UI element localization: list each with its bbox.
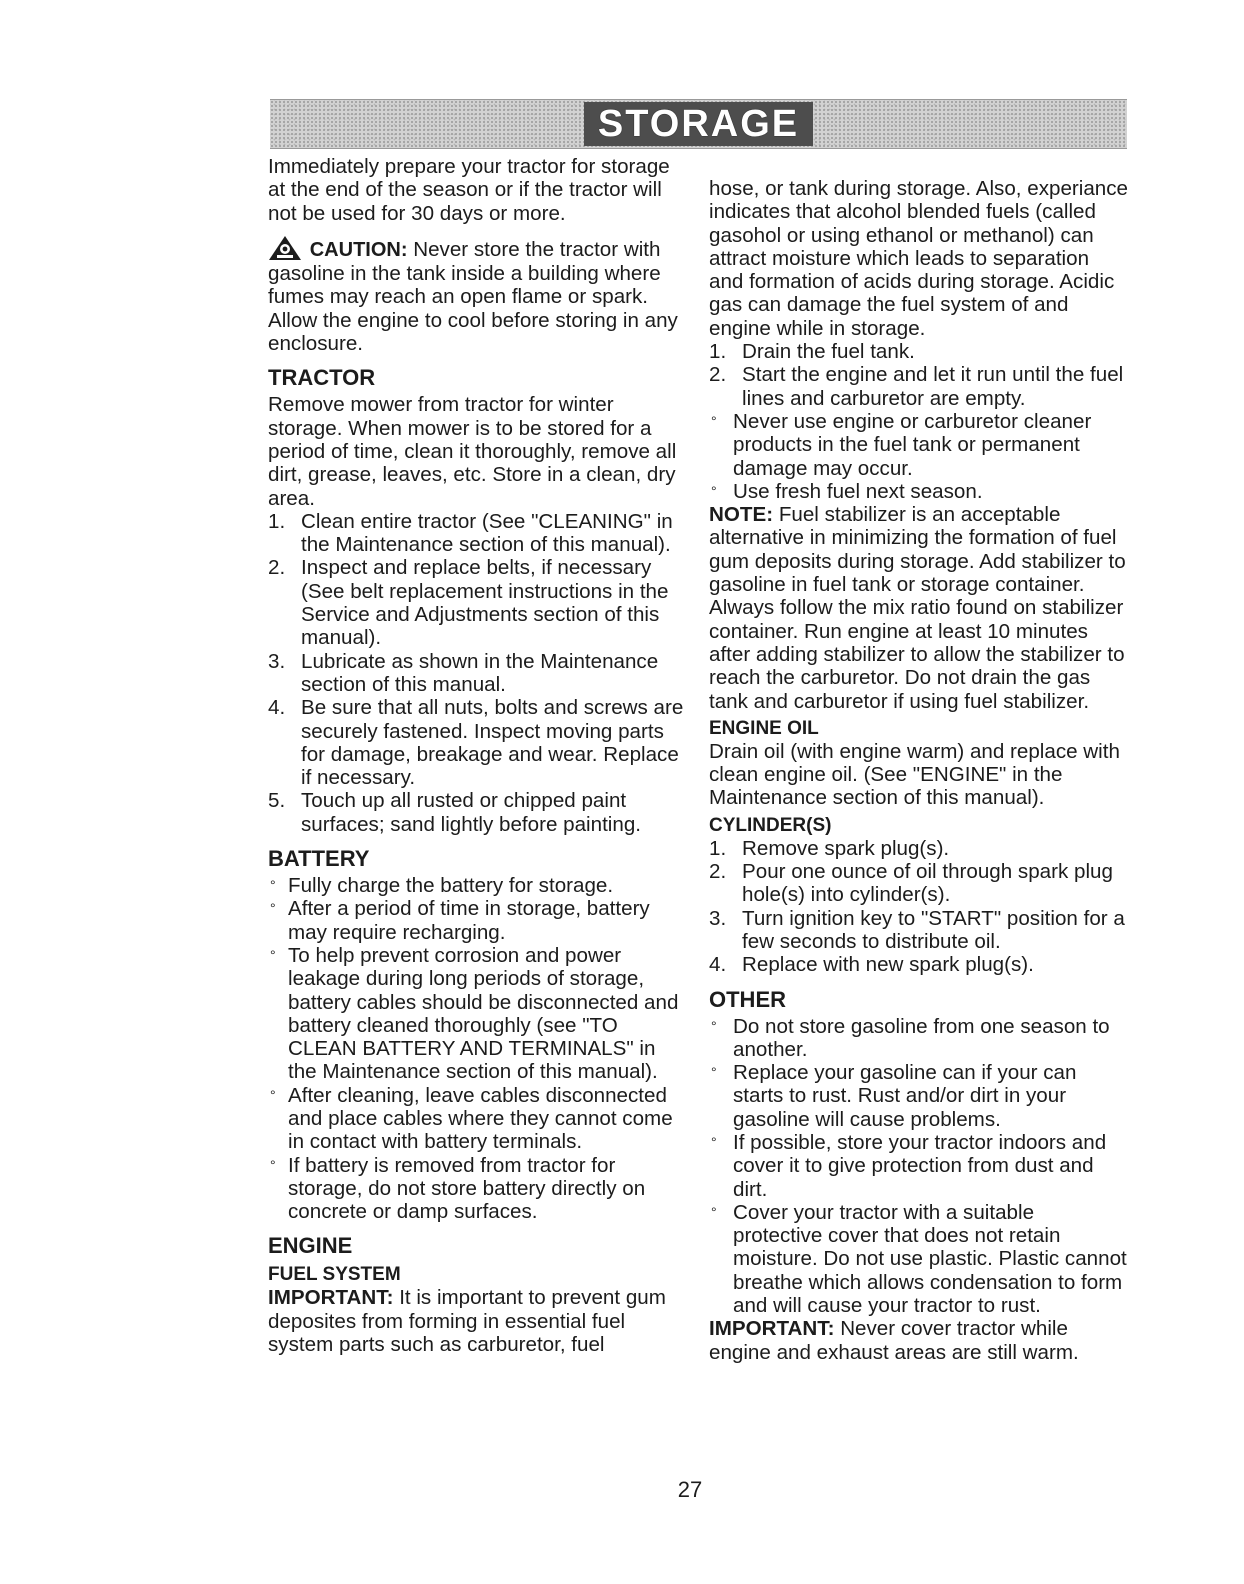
step-number: 3.: [268, 649, 286, 673]
step-number: 3.: [709, 906, 727, 930]
item-text: Fully charge the battery for storage.: [288, 874, 614, 898]
item-text: Replace your gasoline can if your can starts to rust. Rust and/or dirt in your gasoline will cause problems.: [733, 1061, 1077, 1131]
item-text: Cover your tractor with a suitable protective cover that does not retain moisture. Do not use plastic. Plastic cannot breathe which allows condensation to form and will cause your tractor to rust.: [733, 1200, 1127, 1318]
list-item: [268, 874, 684, 897]
list-item: [709, 410, 1129, 480]
fuel-bullets: [709, 410, 1129, 503]
step-text: Replace with new spark plug(s).: [742, 953, 1034, 977]
item-text: After a period of time in storage, battery may require recharging.: [288, 897, 650, 944]
bullet-icon: °: [270, 946, 276, 963]
intro-paragraph: Immediately prepare your tractor for storage at the end of the season or if the tractor will not be used for 30 days or more.: [268, 155, 670, 225]
list-item: [709, 480, 1129, 503]
list-item: [709, 1201, 1129, 1317]
step-number: 1.: [268, 509, 286, 533]
engine-oil-heading: ENGINE OIL: [709, 717, 819, 739]
note-label: NOTE:: [709, 503, 774, 527]
step-number: 4.: [709, 953, 727, 977]
battery-list: [268, 874, 684, 1223]
item-text: If possible, store your tractor indoors and cover it to give protection from dust and dirt.: [733, 1130, 1107, 1201]
list-item: [268, 650, 684, 697]
important-label: IMPORTANT:: [268, 1286, 394, 1310]
bullet-icon: °: [270, 1156, 276, 1173]
fuel-continued-paragraph: hose, or tank during storage. Also, experiance indicates that alcohol blended fuels (called gasohol or using ethanol or methanol) can attract moisture which leads to separation and formation of acids during storage. Acidic gas can damage the fuel system of and engine while in storage.: [709, 177, 1128, 340]
list-item: [268, 556, 684, 649]
step-text: Lubricate as shown in the Maintenance section of this manual.: [301, 649, 659, 696]
list-item: [709, 1061, 1129, 1131]
right-column: [709, 177, 1129, 1364]
bullet-icon: °: [711, 412, 717, 429]
bullet-icon: °: [270, 877, 276, 894]
step-number: 5.: [268, 789, 286, 813]
step-text: Be sure that all nuts, bolts and screws are securely fastened. Inspect moving parts for damage, breakage and wear. Replace if necessary.: [301, 696, 684, 790]
important-text: It is important to prevent gum deposites from forming in essential fuel system parts such as carburetor, fuel: [268, 1286, 666, 1357]
bullet-icon: °: [711, 1064, 717, 1081]
tractor-intro: Remove mower from tractor for winter storage. When mower is to be stored for a period of time, clean it thoroughly, remove all dirt, grease, leaves, etc. Store in a clean, dry area.: [268, 393, 677, 510]
tractor-heading: TRACTOR: [268, 365, 376, 391]
step-number: 4.: [268, 696, 286, 720]
cylinders-heading: CYLINDER(S): [709, 814, 832, 836]
item-text: After cleaning, leave cables disconnected and place cables where they cannot come in contact with battery terminals.: [288, 1083, 673, 1154]
bullet-icon: °: [711, 1133, 717, 1150]
tractor-steps: [268, 510, 684, 836]
step-text: Inspect and replace belts, if necessary (See belt replacement instructions in the Service and Adjustments section of this manual).: [301, 556, 669, 650]
other-important-paragraph: [709, 1317, 1129, 1364]
engine-heading: ENGINE: [268, 1233, 353, 1259]
caution-hazard-icon: [268, 235, 302, 261]
list-item: [268, 944, 684, 1084]
other-list: [709, 1015, 1129, 1318]
battery-heading: BATTERY: [268, 846, 370, 872]
caution-label: CAUTION:: [309, 238, 408, 261]
step-text: Clean entire tractor (See "CLEANING" in the Maintenance section of this manual).: [301, 509, 673, 557]
cylinder-steps: [709, 837, 1129, 977]
list-item: [709, 363, 1129, 410]
item-text: To help prevent corrosion and power leakage during long periods of storage, battery cables should be disconnected and battery cleaned thoroughly (see "TO CLEAN BATTERY AND TERMINALS" in the Maintenance section of this manual).: [288, 943, 679, 1084]
step-text: Start the engine and let it run until the fuel lines and carburetor are empty.: [742, 363, 1124, 410]
other-heading: OTHER: [709, 986, 786, 1012]
list-item: [709, 340, 1129, 363]
bullet-icon: °: [711, 1017, 717, 1034]
page-number: 27: [677, 1477, 703, 1502]
step-number: 2.: [709, 363, 727, 387]
page-title: STORAGE: [584, 102, 813, 146]
item-text: Never use engine or carburetor cleaner products in the fuel tank or permanent damage may occur.: [733, 409, 1092, 480]
list-item: [709, 860, 1129, 907]
caution-text: Never store the tractor with gasoline in the tank inside a building where fumes may reach an open flame or spark. Allow the engine to cool before storing in any enclosure.: [268, 237, 678, 356]
step-text: Turn ignition key to "START" position for a few seconds to distribute oil.: [742, 906, 1125, 953]
list-item: [709, 837, 1129, 860]
note-paragraph: [709, 503, 1129, 713]
list-item: [268, 1154, 684, 1224]
bullet-icon: °: [711, 1203, 717, 1220]
item-text: Do not store gasoline from one season to another.: [733, 1014, 1110, 1061]
list-item: [268, 789, 684, 836]
step-number: 2.: [268, 556, 286, 580]
step-text: Drain the fuel tank.: [742, 340, 915, 364]
step-number: 2.: [709, 860, 727, 884]
step-number: 1.: [709, 836, 727, 860]
important-text: Never cover tractor while engine and exhaust areas are still warm.: [709, 1317, 1079, 1364]
bullet-icon: °: [270, 1086, 276, 1103]
item-text: If battery is removed from tractor for storage, do not store battery directly on concrete or damp surfaces.: [288, 1153, 646, 1224]
list-item: [709, 1131, 1129, 1201]
list-item: [268, 510, 684, 557]
item-text: Use fresh fuel next season.: [733, 479, 983, 503]
note-text: Fuel stabilizer is an acceptable alternative in minimizing the formation of fuel gum deposits during storage. Add stabilizer to gasoline in fuel tank or storage container. Always follow the mix ratio found on stabilizer container. Run engine at least 10 minutes after adding stabilizer to allow the stabilizer to reach the carburetor. Do not drain the gas tank and carburetor if using fuel stabilizer.: [709, 503, 1126, 713]
list-item: [709, 907, 1129, 954]
bullet-icon: °: [711, 482, 717, 499]
list-item: [268, 1084, 684, 1154]
section-banner: [270, 99, 1127, 149]
fuel-important-paragraph: [268, 1286, 684, 1356]
caution-notice: [268, 235, 684, 355]
list-item: [709, 953, 1129, 976]
fuel-steps: [709, 340, 1129, 410]
step-number: 1.: [709, 340, 727, 364]
important-label: IMPORTANT:: [709, 1317, 835, 1341]
list-item: [709, 1015, 1129, 1062]
step-text: Remove spark plug(s).: [742, 836, 950, 860]
list-item: [268, 696, 684, 789]
step-text: Touch up all rusted or chipped paint surfaces; sand lightly before painting.: [301, 789, 641, 836]
step-text: Pour one ounce of oil through spark plug hole(s) into cylinder(s).: [742, 860, 1113, 907]
bullet-icon: °: [270, 900, 276, 917]
engine-oil-text: Drain oil (with engine warm) and replace with clean engine oil. (See "ENGINE" in the Maintenance section of this manual).: [709, 739, 1120, 810]
list-item: [268, 897, 684, 944]
left-column: [268, 155, 684, 1356]
fuel-system-heading: FUEL SYSTEM: [268, 1264, 401, 1286]
